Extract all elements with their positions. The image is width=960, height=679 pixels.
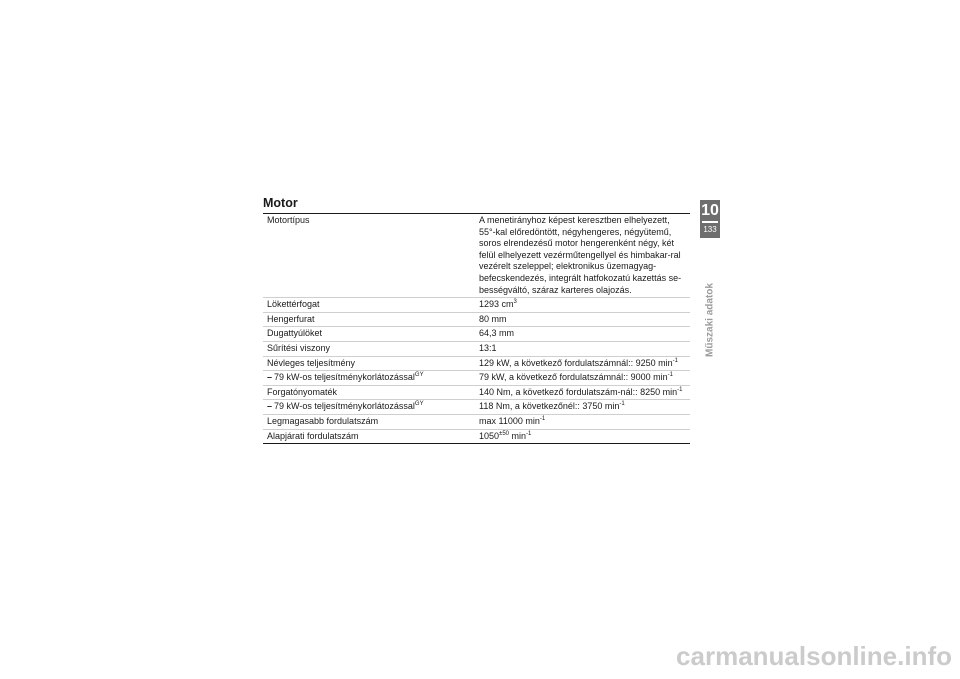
row-label: – 79 kW-os teljesítménykorlátozással$^{GY}$ bbox=[263, 400, 473, 415]
dash-icon: – bbox=[267, 401, 273, 412]
watermark bbox=[486, 638, 952, 674]
spec-table bbox=[263, 213, 690, 444]
row-label: – 79 kW-os teljesítménykorlátozással$^{GY}$ bbox=[263, 371, 473, 386]
table-row bbox=[263, 341, 690, 356]
row-value: 1293 $cm^3$ bbox=[473, 298, 690, 313]
row-label: Hengerfurat bbox=[263, 312, 473, 327]
row-value: 13:1 bbox=[473, 341, 690, 356]
side-label-text: Műszaki adatok bbox=[704, 283, 716, 357]
table-row bbox=[263, 400, 690, 415]
table-row bbox=[263, 312, 690, 327]
table-row bbox=[263, 385, 690, 400]
watermark-text: carmanualsonline.info bbox=[676, 641, 952, 671]
row-label: Motortípus bbox=[263, 214, 473, 298]
row-label: Névleges teljesítmény bbox=[263, 356, 473, 371]
row-value: 80 mm bbox=[473, 312, 690, 327]
row-label: Alapjárati fordulatszám bbox=[263, 429, 473, 444]
row-label: Legmagasabb fordulatszám bbox=[263, 414, 473, 429]
chapter-tab bbox=[700, 200, 720, 238]
table-row bbox=[263, 371, 690, 386]
table-row bbox=[263, 414, 690, 429]
table-row bbox=[263, 356, 690, 371]
row-value: 118 Nm, a következőnél:: 3750 $\min^{-1}$ bbox=[473, 400, 690, 415]
page-number: 133 bbox=[703, 225, 717, 234]
table-row bbox=[263, 429, 690, 444]
row-value: 140 Nm, a következő fordulatszám-nál:: 8250 $\min^{-1}$ bbox=[473, 385, 690, 400]
dash-icon: – bbox=[267, 372, 273, 383]
row-value: $1050^{\pm 50}$ $\min^{-1}$ bbox=[473, 429, 690, 444]
row-value: 79 kW, a következő fordulatszámnál:: 9000 $\min^{-1}$ bbox=[473, 371, 690, 386]
chapter-number: 10 bbox=[701, 202, 719, 219]
row-label: Forgatónyomaték bbox=[263, 385, 473, 400]
row-label: Sűrítési viszony bbox=[263, 341, 473, 356]
row-value: 129 kW, a következő fordulatszámnál:: 9250 $\min^{-1}$ bbox=[473, 356, 690, 371]
table-row bbox=[263, 214, 690, 298]
row-label: Dugattyúlöket bbox=[263, 327, 473, 342]
row-label: Lökettérfogat bbox=[263, 298, 473, 313]
row-value: A menetirányhoz képest keresztben elhelyezett, 55°-kal előredöntött, négyhengeres, négyütemű, soros elrendezésű motor hengerenként négy, két felül elhelyezett vezérműtengellyel és himbakar-ral vezérelt szeleppel; elektronikus üzemagyag-befecskendezés, integrált hatfokozatú kazettás se-bességváltó, száraz karteres olajozás. bbox=[473, 214, 690, 298]
section-title: Motor bbox=[263, 196, 298, 210]
row-value: max 11000 $\min^{-1}$ bbox=[473, 414, 690, 429]
table-row bbox=[263, 298, 690, 313]
row-value: 64,3 mm bbox=[473, 327, 690, 342]
table-row bbox=[263, 327, 690, 342]
side-label bbox=[692, 270, 728, 370]
